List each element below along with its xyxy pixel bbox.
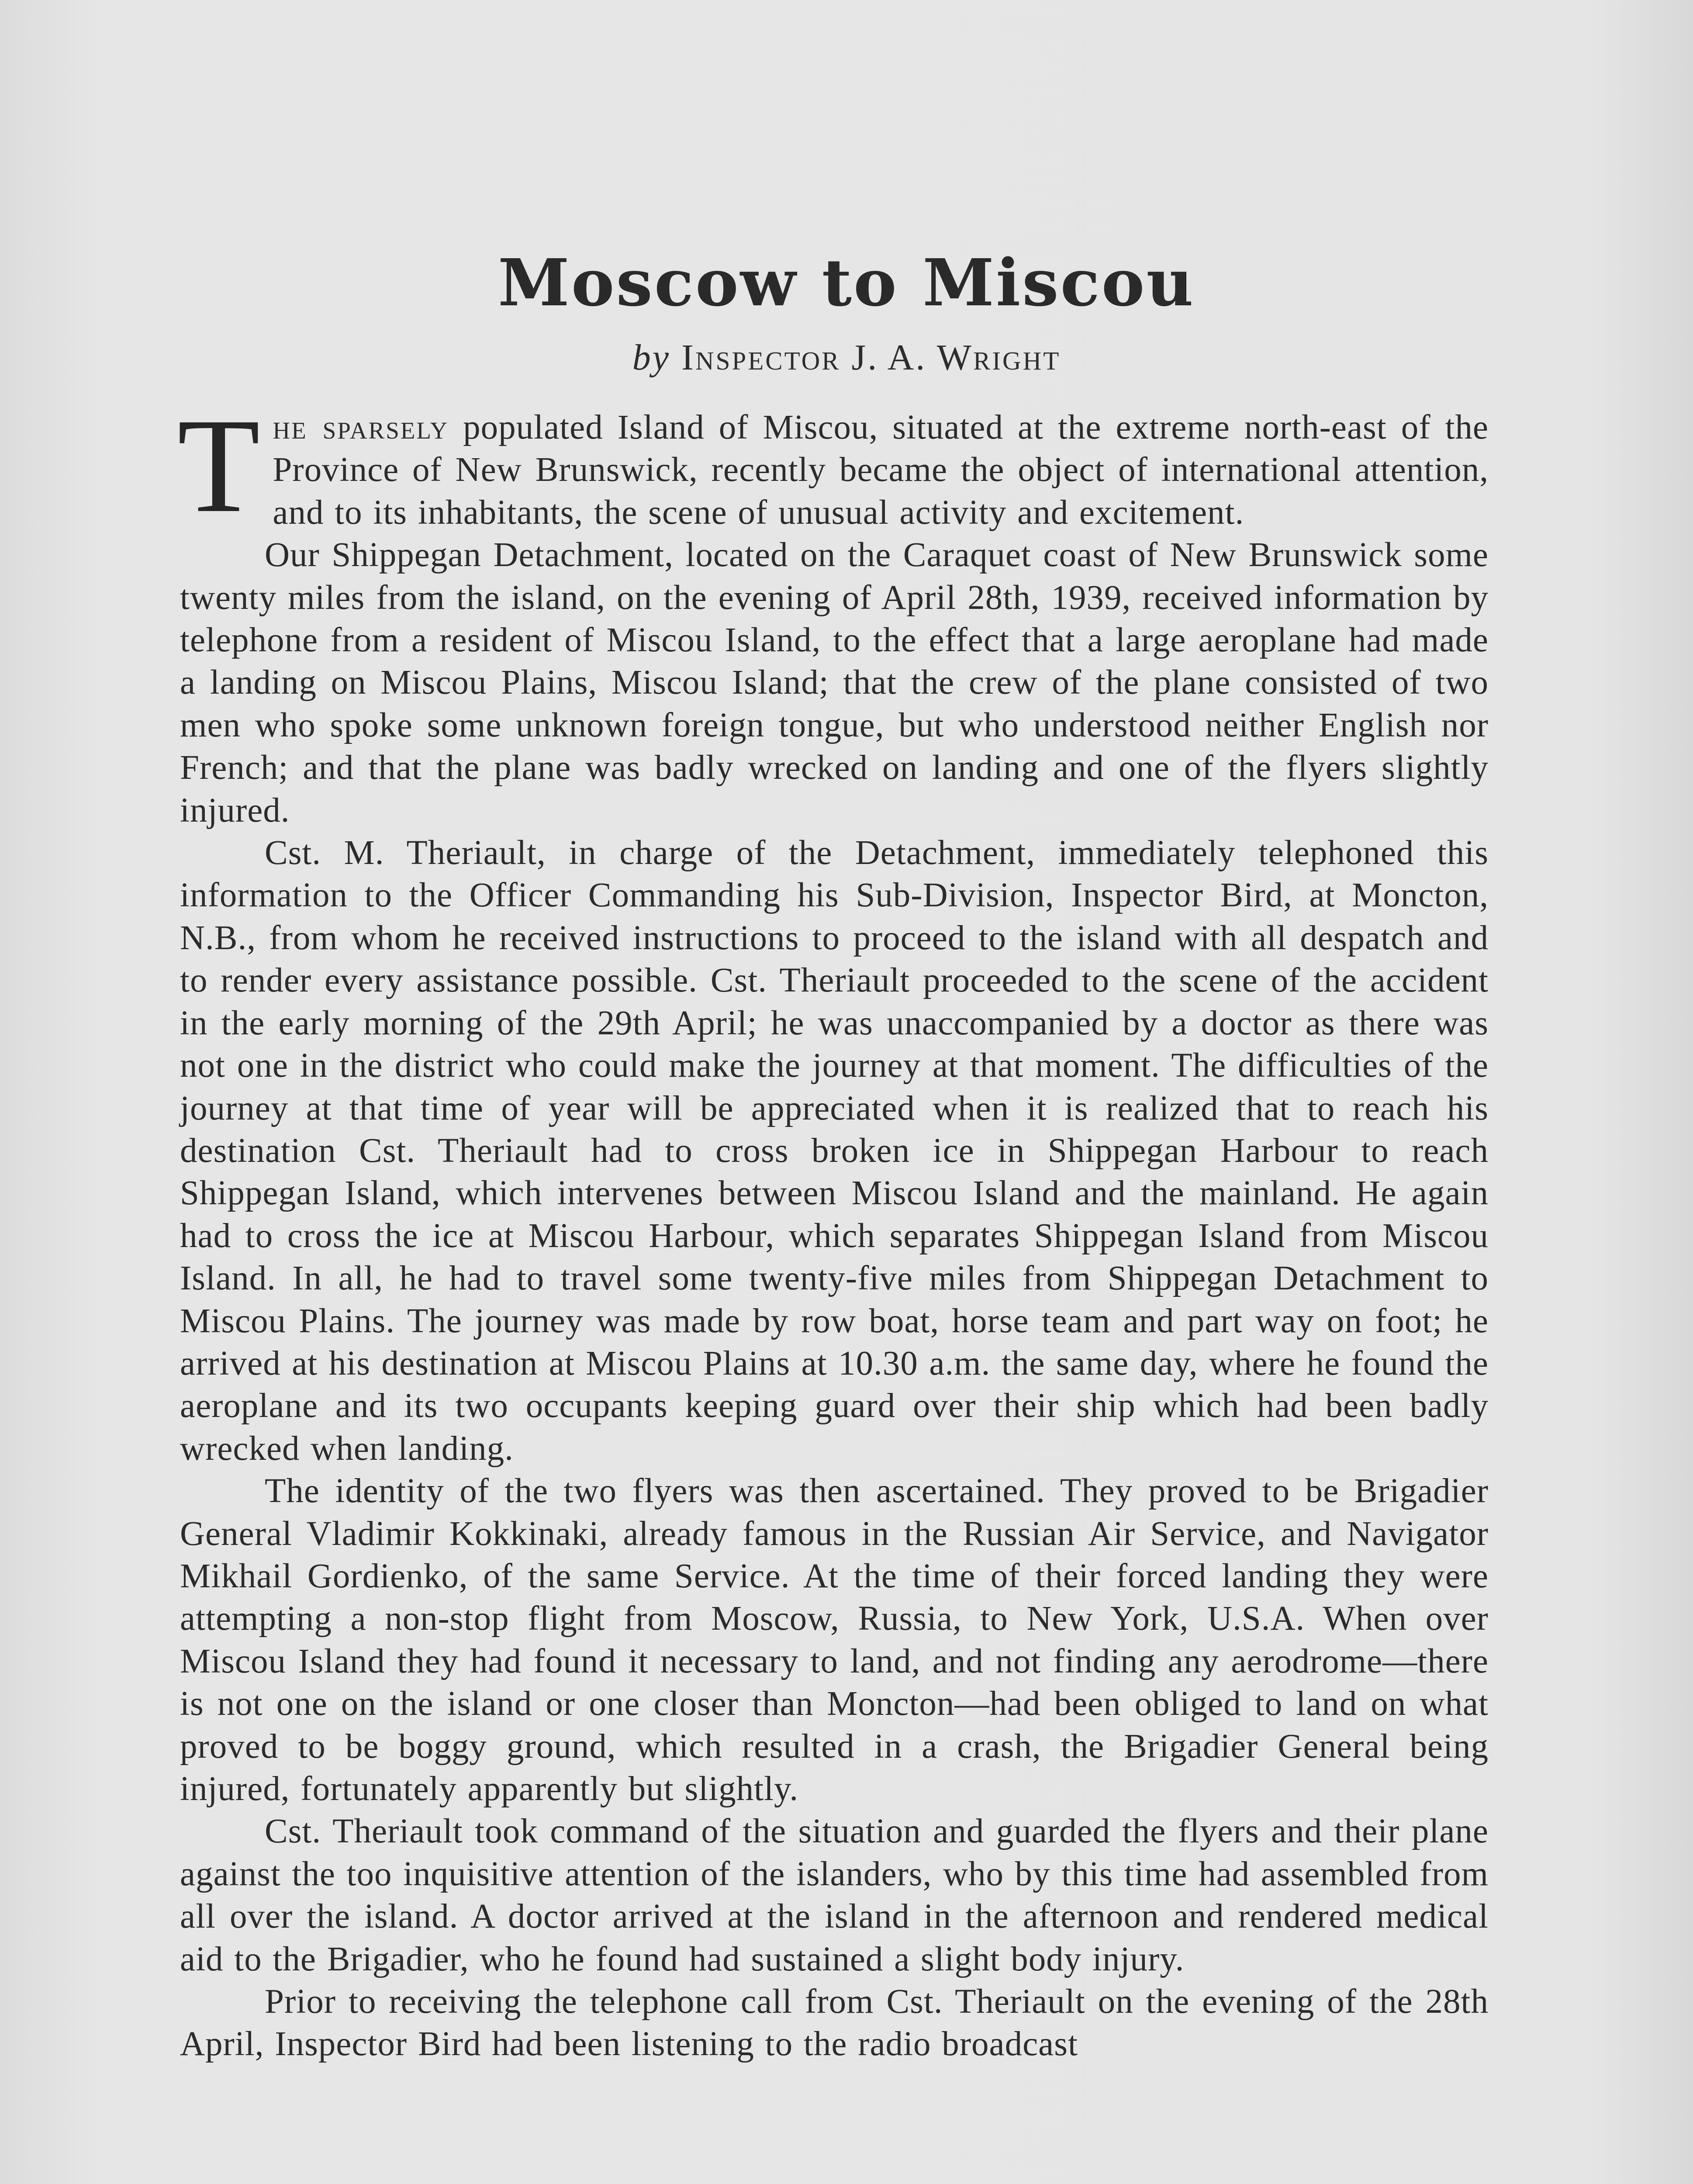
byline-prefix: by bbox=[632, 337, 670, 378]
drop-cap: T bbox=[177, 391, 261, 541]
paragraph-2: Our Shippegan Detachment, located on the Caraquet coast of New Brunswick some twenty miles from the island, on the evening of April 28th, 1939, received information by telephone from a resident of Miscou Island, to the effect that a large aeroplane had made a landing on Miscou Plains, Miscou Island; that the crew of the plane consisted of two men who spoke some unknown foreign tongue, but who understood neither English nor French; and that the plane was badly wrecked on landing and one of the flyers slightly injured. bbox=[180, 536, 1489, 829]
article-body bbox=[177, 391, 1489, 2066]
paragraph-3: Cst. M. Theriault, in charge of the Detachment, immediately telephoned this information to the Officer Commanding his Sub-Division, Inspector Bird, at Moncton, N.B., from whom he received instructions to proceed to the island with all despatch and to render every assistance possible. Cst. Theriault proceeded to the scene of the accident in the early morning of the 29th April; he was unaccompanied by a doctor as there was not one in the district who could make the journey at that moment. The difficulties of the journey at that time of year will be appreciated when it is realized that to reach his destination Cst. Theriault had to cross broken ice in Shippegan Harbour to reach Shippegan Island, which intervenes between Miscou Island and the mainland. He again had to cross the ice at Miscou Harbour, which separates Shippegan Island from Miscou Island. In all, he had to travel some twenty-five miles from Shippegan Detachment to Miscou Plains. The journey was made by row boat, horse team and part way on foot; he arrived at his destination at Miscou Plains at 10.30 a.m. the same day, where he found the aeroplane and its two occupants keeping guard over their ship which had been badly wrecked when landing. bbox=[180, 834, 1489, 1468]
paragraph-4: The identity of the two flyers was then ascertained. They proved to be Brigadier General Vladimir Kokkinaki, already famous in the Russian Air Service, and Navigator Mikhail Gordienko, of the same Service. At the time of their forced landing they were attempting a non-stop flight from Moscow, Russia, to New York, U.S.A. When over Miscou Island they had found it necessary to land, and not finding any aerodrome—there is not one on the island or one closer than Moncton—had been obliged to land on what proved to be boggy ground, which resulted in a crash, the Brigadier General being injured, fortunately apparently but slightly. bbox=[180, 1472, 1489, 1808]
opening-small-caps: he sparsely bbox=[273, 408, 449, 446]
paragraph-1-text: populated Island of Miscou, situated at the extreme north-east of the Province of New Brunswick, recently became the object of international attention, and to its inhabitants, the scene of unusual activity and excitement. bbox=[273, 408, 1489, 532]
paragraph-6: Prior to receiving the telephone call from Cst. Theriault on the evening of the 28th April, Inspector Bird had been listening to the radio broadcast bbox=[180, 1983, 1489, 2063]
paragraph-5: Cst. Theriault took command of the situation and guarded the flyers and their plane against the too inquisitive attention of the islanders, who by this time had assembled from all over the island. A doctor arrived at the island in the afternoon and rendered medical aid to the Brigadier, who he found had sustained a slight body injury. bbox=[180, 1812, 1489, 1978]
paragraph-1 bbox=[177, 391, 1489, 541]
article-title: Moscow to Miscou bbox=[498, 245, 1195, 321]
byline-author: Inspector J. A. Wright bbox=[681, 337, 1061, 378]
byline bbox=[0, 336, 1693, 379]
